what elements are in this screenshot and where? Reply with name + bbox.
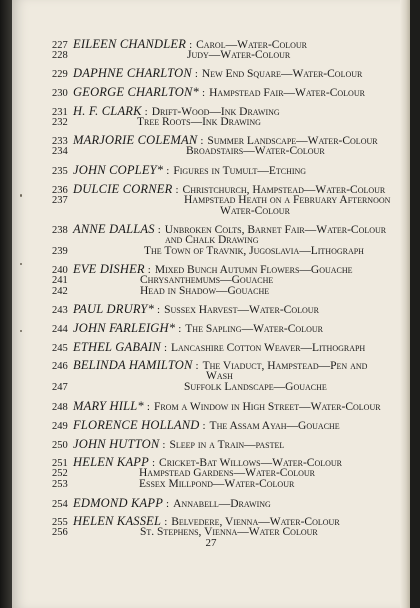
catalogue-number: 248 bbox=[52, 402, 68, 413]
artist-name: DULCIE CORNER bbox=[73, 182, 173, 196]
catalogue-number: 254 bbox=[52, 499, 68, 510]
artwork-title: Unbroken Colts, Barnet Fair—Water-Colour bbox=[164, 224, 387, 236]
entry-line bbox=[52, 439, 284, 450]
name-separator: : bbox=[195, 360, 199, 372]
entry-line bbox=[52, 68, 362, 79]
page-edge bbox=[400, 0, 410, 608]
catalogue-number: 240 bbox=[52, 265, 68, 276]
book-spine-shadow bbox=[0, 0, 12, 608]
name-separator: : bbox=[144, 106, 148, 118]
artwork-title: The Town of Travnik, Jugoslavia—Lithograph bbox=[144, 245, 364, 257]
paper-speck bbox=[20, 263, 22, 265]
entry-line bbox=[52, 342, 365, 353]
entry-line bbox=[52, 286, 269, 297]
artist-name: EVE DISHER bbox=[73, 262, 145, 276]
artist-name: BELINDA HAMILTON bbox=[73, 358, 193, 372]
name-separator: : bbox=[163, 342, 167, 354]
artwork-title: Sleep in a Train—pastel bbox=[169, 439, 285, 451]
artwork-title: Hampstead Fair—Water-Colour bbox=[209, 87, 365, 99]
artwork-title: The Viaduct, Hampstead—Pen and bbox=[202, 360, 368, 372]
catalogue-number: 232 bbox=[52, 117, 68, 128]
catalogue-number: 243 bbox=[52, 305, 68, 316]
catalogue-number: 256 bbox=[52, 527, 68, 538]
name-separator: : bbox=[162, 439, 166, 451]
artwork-title: The Assam Ayah—Gouache bbox=[209, 420, 340, 432]
name-separator: : bbox=[166, 498, 170, 510]
catalogue-number: 237 bbox=[52, 195, 68, 206]
artist-name: MARJORIE COLEMAN bbox=[73, 133, 198, 147]
artwork-title: Figures in Tumult—Etching bbox=[173, 165, 307, 177]
entry-line bbox=[52, 304, 319, 315]
artist-name: ANNE DALLAS bbox=[73, 222, 155, 236]
artwork-title: Chrysanthemums—Gouache bbox=[140, 274, 274, 286]
name-separator: : bbox=[202, 420, 206, 432]
entry-line bbox=[52, 87, 365, 98]
artwork-title: Mixed Bunch Autumn Flowers—Gouache bbox=[154, 264, 353, 276]
entry-line bbox=[52, 420, 340, 431]
artist-name: DAPHNE CHARLTON bbox=[73, 66, 192, 80]
artwork-title: From a Window in High Street—Water-Colour bbox=[153, 401, 381, 413]
artwork-title: Christchurch, Hampstead—Water-Colour bbox=[182, 184, 386, 196]
artwork-title: Cricket-Bat Willows—Water-Colour bbox=[159, 457, 343, 469]
artwork-title: Drift-Wood—Ink Drawing bbox=[151, 106, 280, 118]
artist-name: FLORENCE HOLLAND bbox=[73, 418, 200, 432]
artwork-title: Head in Shadow—Gouache bbox=[140, 285, 270, 297]
catalogue-number: 236 bbox=[52, 185, 68, 196]
artist-name: GEORGE CHARLTON* bbox=[73, 85, 199, 99]
name-separator: : bbox=[151, 457, 156, 469]
name-separator: : bbox=[178, 323, 182, 335]
name-separator: : bbox=[164, 516, 168, 528]
entry-line bbox=[52, 401, 381, 412]
artwork-title: Annabell—Drawing bbox=[173, 498, 271, 510]
catalogue-number: 238 bbox=[52, 225, 68, 236]
catalogue-number: 241 bbox=[52, 275, 68, 286]
name-separator: : bbox=[157, 304, 161, 316]
catalogue-number: 242 bbox=[52, 286, 68, 297]
catalogue-number: 247 bbox=[52, 382, 68, 393]
artwork-title: Wash bbox=[206, 370, 233, 382]
artwork-title: Hampstead Gardens—Water-Colour bbox=[139, 467, 316, 479]
name-separator: : bbox=[166, 165, 170, 177]
catalogue-page bbox=[12, 0, 410, 608]
name-separator: : bbox=[157, 224, 161, 236]
paper-speck bbox=[20, 330, 22, 332]
catalogue-number: 251 bbox=[52, 458, 68, 469]
artwork-title: New End Square—Water-Colour bbox=[201, 68, 363, 80]
artwork-title: Hampstead Heath on a February Afternoon bbox=[184, 194, 391, 206]
artwork-title: Summer Landscape—Water-Colour bbox=[207, 135, 378, 147]
artwork-title: Tree Roots—Ink Drawing bbox=[137, 116, 261, 128]
catalogue-number: 231 bbox=[52, 107, 68, 118]
artwork-title: Broadstairs—Water-Colour bbox=[186, 145, 325, 157]
catalogue-number: 252 bbox=[52, 468, 68, 479]
name-separator: : bbox=[194, 68, 198, 80]
artist-name: JOHN COPLEY* bbox=[73, 163, 164, 177]
artist-name: EILEEN CHANDLER bbox=[73, 37, 187, 51]
catalogue-number: 235 bbox=[52, 166, 68, 177]
artist-name: HELEN KAPP bbox=[73, 455, 149, 469]
artist-name: JOHN HUTTON bbox=[73, 437, 160, 451]
name-separator: : bbox=[147, 264, 151, 276]
artwork-title: Water-Colour bbox=[220, 205, 290, 217]
artist-name: ETHEL GABAIN bbox=[73, 340, 161, 354]
entry-line bbox=[52, 323, 323, 334]
entry-line bbox=[52, 382, 327, 393]
entry-line bbox=[52, 206, 290, 217]
catalogue-number: 249 bbox=[52, 421, 68, 432]
artwork-title: Judy—Water-Colour bbox=[187, 49, 291, 61]
artwork-title: Sussex Harvest—Water-Colour bbox=[164, 304, 319, 316]
artwork-title: St. Stephens, Vienna—Water Colour bbox=[140, 526, 318, 538]
artwork-title: Essex Millpond—Water-Colour bbox=[139, 478, 295, 490]
entry-line bbox=[52, 479, 294, 490]
artwork-title: Lancashire Cotton Weaver—Lithograph bbox=[171, 342, 366, 354]
entry-line bbox=[52, 498, 271, 509]
artwork-title: and Chalk Drawing bbox=[165, 234, 259, 246]
catalogue-number: 255 bbox=[52, 517, 68, 528]
page-number: 27 bbox=[205, 537, 217, 549]
catalogue-number: 245 bbox=[52, 343, 68, 354]
name-separator: : bbox=[200, 135, 204, 147]
catalogue-number: 244 bbox=[52, 324, 68, 335]
catalogue-number: 250 bbox=[52, 440, 68, 451]
entry-line bbox=[52, 246, 364, 257]
paper-speck bbox=[20, 194, 22, 197]
catalogue-number: 253 bbox=[52, 479, 68, 490]
catalogue-number: 233 bbox=[52, 136, 68, 147]
entry-line bbox=[52, 50, 290, 61]
catalogue-number: 246 bbox=[52, 361, 68, 372]
artist-name: MARY HILL* bbox=[73, 399, 144, 413]
name-separator: : bbox=[189, 39, 193, 51]
entry-line bbox=[52, 146, 325, 157]
artist-name: H. F. CLARK bbox=[73, 104, 142, 118]
catalogue-number: 239 bbox=[52, 246, 68, 257]
artist-name: JOHN FARLEIGH* bbox=[73, 321, 176, 335]
artwork-title: The Sapling—Water-Colour bbox=[185, 323, 323, 335]
name-separator: : bbox=[175, 184, 179, 196]
artwork-title: Suffolk Landscape—Gouache bbox=[184, 381, 327, 393]
catalogue-number: 230 bbox=[52, 88, 68, 99]
entry-line bbox=[52, 117, 261, 128]
catalogue-number: 228 bbox=[52, 50, 68, 61]
artwork-title: Belvedere, Vienna—Water-Colour bbox=[171, 516, 340, 528]
catalogue-number: 234 bbox=[52, 146, 68, 157]
name-separator: : bbox=[202, 87, 206, 99]
entry-line bbox=[52, 165, 306, 176]
artist-name: EDMOND KAPP bbox=[73, 496, 164, 510]
name-separator: : bbox=[146, 401, 150, 413]
artist-name: PAUL DRURY* bbox=[73, 302, 155, 316]
catalogue-number: 227 bbox=[52, 40, 68, 51]
artwork-title: Carol—Water-Colour bbox=[196, 39, 307, 51]
catalogue-number: 229 bbox=[52, 69, 68, 80]
artist-name: HELEN KASSEL bbox=[73, 514, 162, 528]
